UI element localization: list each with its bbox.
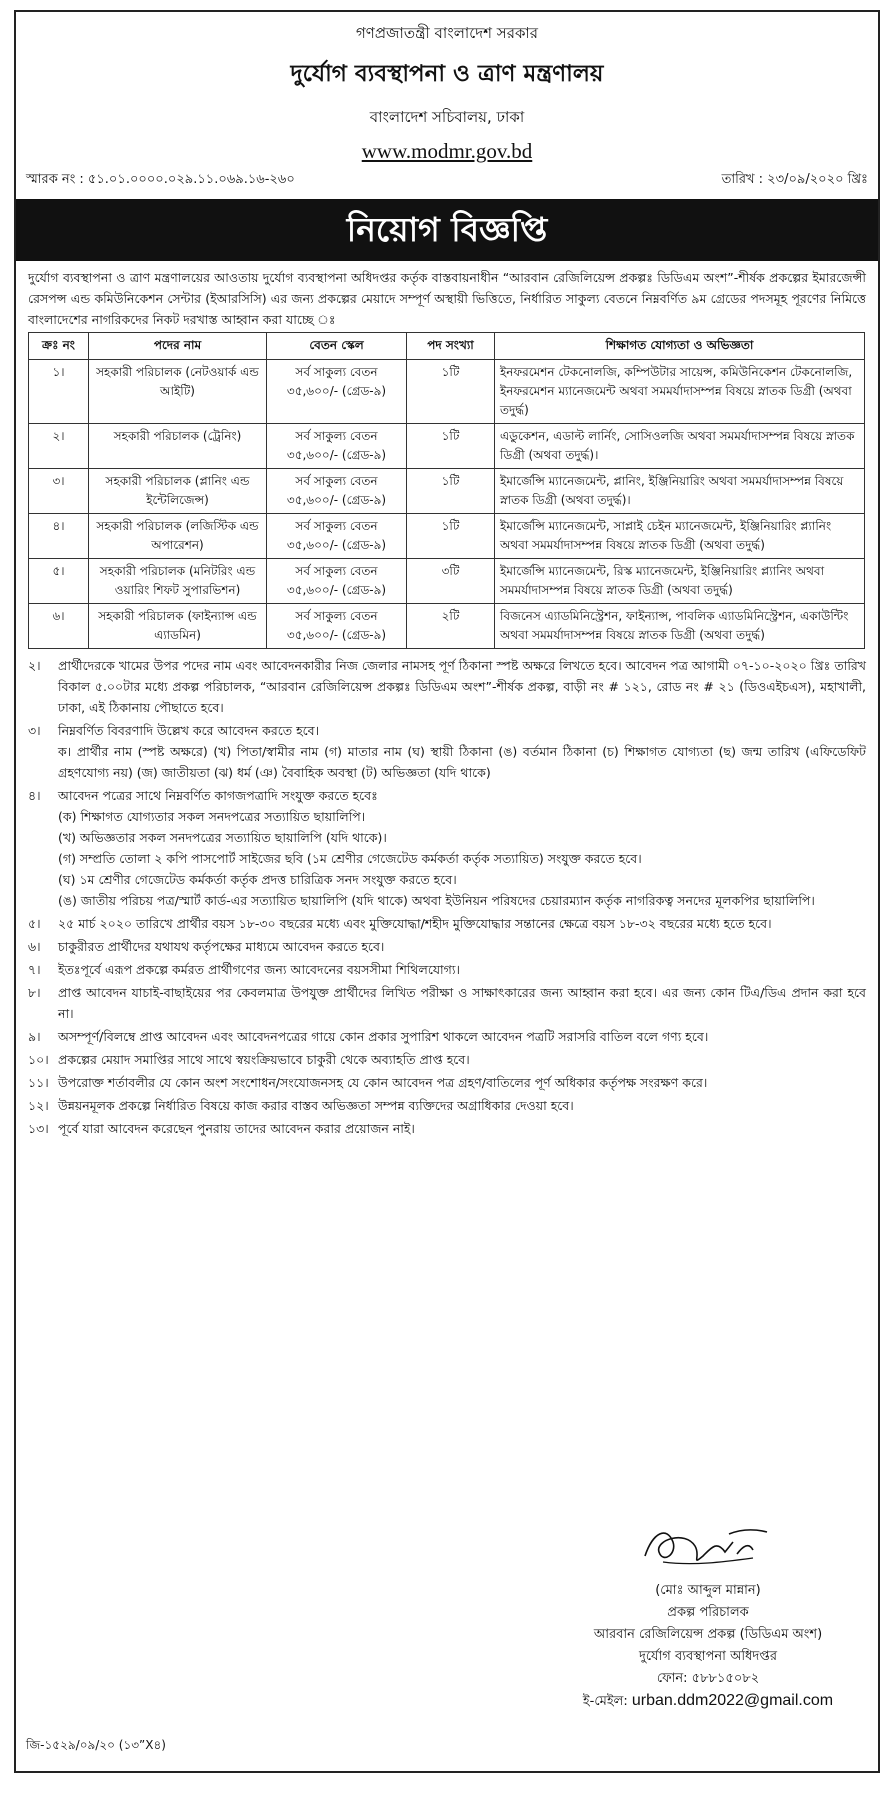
item-number: ১২। xyxy=(28,1098,49,1113)
item-text-block xyxy=(58,1049,866,1070)
item-text: নিম্নবর্ণিত বিবরণাদি উল্লেখ করে আবেদন করতে হবে। xyxy=(58,723,320,738)
cell-pay: সর্ব সাকুল্য বেতন ৩৫,৬০০/- (গ্রেড-৯) xyxy=(267,424,407,469)
item-text-block xyxy=(58,1072,866,1093)
cell-pay: সর্ব সাকুল্য বেতন ৩৫,৬০০/- (গ্রেড-৯) xyxy=(267,559,407,604)
list-item xyxy=(28,1049,866,1070)
col-header-pay: বেতন স্কেল xyxy=(267,333,407,360)
item-text-block xyxy=(58,913,866,934)
conditions-list xyxy=(16,649,878,1139)
col-header-serial: ক্রঃ নং xyxy=(29,333,89,360)
item-text: প্রকল্পের মেয়াদ সমাপ্তির সাথে সাথে স্বয়ংক্রিয়ভাবে চাকুরী থেকে অব্যাহতি প্রাপ্ত হবে। xyxy=(58,1052,470,1067)
cell-qualification: ইনফরমেশন টেকনোলজি, কম্পিউটার সায়েন্স, কমিউনিকেশন টেকনোলজি, ইনফরমেশন ম্যানেজমেন্ট অথবা সমমর্যাদাসম্পন্ন বিষয়ে স্নাতক ডিগ্রী (অথবা তদুর্দ্ধ) xyxy=(495,360,865,424)
cell-count: ১টি xyxy=(407,424,495,469)
item-text: ২৫ মার্চ ২০২০ তারিখে প্রার্থীর বয়স ১৮-৩০ বছরের মধ্যে এবং মুক্তিযোদ্ধা/শহীদ মুক্তিযোদ্ধার সন্তানের ক্ষেত্রে বয়স ১৮-৩২ বছরের মধ্যে হতে হবে। xyxy=(58,916,772,931)
cell-count: ৩টি xyxy=(407,559,495,604)
cell-serial: ৫। xyxy=(29,559,89,604)
table-row xyxy=(29,424,865,469)
cell-count: ১টি xyxy=(407,469,495,514)
cell-post: সহকারী পরিচালক (নেটওয়ার্ক এন্ড আইটি) xyxy=(89,360,267,424)
cell-post: সহকারী পরিচালক (ট্রেনিং) xyxy=(89,424,267,469)
cell-count: ১টি xyxy=(407,514,495,559)
cell-qualification: বিজনেস এ্যাডমিনিস্ট্রেশন, ফাইন্যান্স, পাবলিক এ্যাডমিনিস্ট্রেশন, একাউন্টিং অথবা সমমর্যাদাসম্পন্ন বিষয়ে স্নাতক ডিগ্রী (অথবা তদুর্দ্ধ) xyxy=(495,604,865,649)
item-number: ৪। xyxy=(28,788,41,803)
table-row xyxy=(29,604,865,649)
cell-post: সহকারী পরিচালক (লজিস্টিক এন্ড অপারেশন) xyxy=(89,514,267,559)
signatory-office: দুর্যোগ ব্যবস্থাপনা অধিদপ্তর xyxy=(639,1649,777,1664)
item-text-block xyxy=(58,655,866,718)
item-text: অসম্পূর্ণ/বিলম্বে প্রাপ্ত আবেদন এবং আবেদনপত্রের গায়ে কোন প্রকার সুপারিশ থাকলে আবেদন পত্রটি সরাসরি বাতিল বলে গণ্য হবে। xyxy=(58,1029,709,1044)
reference-row xyxy=(16,170,878,191)
sub-item: (গ) সম্প্রতি তোলা ২ কপি পাসপোর্ট সাইজের ছবি (১ম শ্রেণীর গেজেটেড কর্মকর্তা কর্তৃক সত্যায়িত) সংযুক্ত করতে হবে। xyxy=(58,851,642,866)
notice-page xyxy=(14,10,880,1773)
notice-date: তারিখ : ২৩/০৯/২০২০ খ্রিঃ xyxy=(721,172,868,187)
cell-pay: সর্ব সাকুল্য বেতন ৩৫,৬০০/- (গ্রেড-৯) xyxy=(267,469,407,514)
list-item xyxy=(28,982,866,1024)
item-text: প্রাপ্ত আবেদন যাচাই-বাছাইয়ের পর কেবলমাত্র উপযুক্ত প্রার্থীদের লিখিত পরীক্ষা ও সাক্ষাৎকারের জন্য আহ্বান করা হবে। এর জন্য কোন টিএ/ডিএ প্রদান করা হবে না। xyxy=(58,985,866,1021)
item-number: ১০। xyxy=(28,1052,49,1067)
signatory-name: (মোঃ আব্দুল মান্নান) xyxy=(655,1583,761,1598)
intro-paragraph: দুর্যোগ ব্যবস্থাপনা ও ত্রাণ মন্ত্রণালয়ের আওতায় দুর্যোগ ব্যবস্থাপনা অধিদপ্তর কর্তৃক বাস্তবায়নাধীন “আরবান রেজিলিয়েন্স প্রকল্পঃ ডিডিএম অংশ”-শীর্ষক প্রকল্পের ইমারজেন্সী রেসপন্স এন্ড কমিউনিকেশন সেন্টার (ইআরসিসি) এর জন্য প্রকল্পের মেয়াদে সম্পূর্ণ অস্থায়ী ভিত্তিতে, নির্ধারিত সাকুল্য বেতনে নিম্নবর্ণিত ৯ম গ্রেডের পদসমূহ পূরণের নিমিত্তে বাংলাদেশের নাগরিকদের নিকট দরখাস্ত আহ্বান করা যাচ্ছে ঃ xyxy=(28,270,866,327)
item-number: ৮। xyxy=(28,985,41,1000)
item-text-block xyxy=(58,1118,866,1139)
cell-count: ২টি xyxy=(407,604,495,649)
item-text: আবেদন পত্রের সাথে নিম্নবর্ণিত কাগজপত্রাদি সংযুক্ত করতে হবেঃ xyxy=(58,788,378,803)
item-number: ১১। xyxy=(28,1075,49,1090)
cell-serial: ৬। xyxy=(29,604,89,649)
item-number: ৩। xyxy=(28,723,41,738)
item-number: ৭। xyxy=(28,962,41,977)
posts-table xyxy=(28,332,865,649)
col-header-qualification: শিক্ষাগত যোগ্যতা ও অভিজ্ঞতা xyxy=(495,333,865,360)
cell-serial: ১। xyxy=(29,360,89,424)
list-item xyxy=(28,959,866,980)
signature-block xyxy=(558,1512,858,1713)
cell-serial: ৩। xyxy=(29,469,89,514)
item-number: ৬। xyxy=(28,939,41,954)
col-header-post: পদের নাম xyxy=(89,333,267,360)
list-item xyxy=(28,720,866,783)
signatory-designation: প্রকল্প পরিচালক xyxy=(667,1605,749,1620)
list-item xyxy=(28,1072,866,1093)
list-item xyxy=(28,785,866,911)
print-code: জি-১৫২৯/০৯/২০ (১৩”X৪) xyxy=(26,1738,166,1752)
cell-serial: ২। xyxy=(29,424,89,469)
item-text-block xyxy=(58,1026,866,1047)
cell-pay: সর্ব সাকুল্য বেতন ৩৫,৬০০/- (গ্রেড-৯) xyxy=(267,514,407,559)
signature-image xyxy=(633,1512,783,1576)
government-name: গণপ্রজাতন্ত্রী বাংলাদেশ সরকার xyxy=(355,24,539,42)
item-text: উন্নয়নমূলক প্রকল্পে নির্ধারিত বিষয়ে কাজ করার বাস্তব অভিজ্ঞতা সম্পন্ন ব্যক্তিদের অগ্রাধিকার দেওয়া হবে। xyxy=(58,1098,574,1113)
list-item xyxy=(28,1118,866,1139)
letterhead xyxy=(16,22,878,164)
item-text-block xyxy=(58,936,866,957)
sub-item: ক। প্রার্থীর নাম (স্পষ্ট অক্ষরে) (খ) পিতা/স্বামীর নাম (গ) মাতার নাম (ঘ) স্থায়ী ঠিকানা (ঙ) বর্তমান ঠিকানা (চ) শিক্ষাগত যোগ্যতা (ছ) জন্ম তারিখ (এফিডেফিট গ্রহণযোগ্য নয়) (জ) জাতীয়তা (ঝ) ধর্ম (ঞ) বৈবাহিক অবস্থা (ট) অভিজ্ঞতা (যদি থাকে) xyxy=(58,744,866,780)
memo-number: স্মারক নং : ৫১.০১.০০০০.০২৯.১১.০৬৯.১৬-২৬০ xyxy=(26,172,295,187)
item-number: ১৩। xyxy=(28,1121,49,1136)
item-number: ৯। xyxy=(28,1029,41,1044)
item-text: পূর্বে যারা আবেদন করেছেন পুনরায় তাদের আবেদন করার প্রয়োজন নাই। xyxy=(58,1121,415,1136)
col-header-count: পদ সংখ্যা xyxy=(407,333,495,360)
cell-qualification: ইমার্জেন্সি ম্যানেজমেন্ট, প্লানিং, ইঞ্জিনিয়ারিং অথবা সমমর্যাদাসম্পন্ন বিষয়ে স্নাতক ডিগ্রী (অথবা তদুর্দ্ধ)। xyxy=(495,469,865,514)
table-row xyxy=(29,469,865,514)
cell-qualification: ইমার্জেন্সি ম্যানেজমেন্ট, রিস্ক ম্যানেজমেন্ট, ইঞ্জিনিয়ারিং প্ল্যানিং অথবা সমমর্যাদাসম্পন্ন বিষয়ে স্নাতক ডিগ্রী (অথবা তদুর্দ্ধ) xyxy=(495,559,865,604)
item-text-block xyxy=(58,959,866,980)
cell-pay: সর্ব সাকুল্য বেতন ৩৫,৬০০/- (গ্রেড-৯) xyxy=(267,604,407,649)
list-item xyxy=(28,1026,866,1047)
list-item xyxy=(28,655,866,718)
secretariat-address: বাংলাদেশ সচিবালয়, ঢাকা xyxy=(369,108,525,126)
ministry-name: দুর্যোগ ব্যবস্থাপনা ও ত্রাণ মন্ত্রণালয় xyxy=(290,61,604,87)
signatory-phone: ফোন: ৫৮৮১৫০৮২ xyxy=(656,1671,760,1686)
item-text: চাকুরীরত প্রার্থীদের যথাযথ কর্তৃপক্ষের মাধ্যমে আবেদন করতে হবে। xyxy=(58,939,385,954)
sub-item: (ক) শিক্ষাগত যোগ্যতার সকল সনদপত্রের সত্যায়িত ছায়ালিপি। xyxy=(58,809,366,824)
item-text-block xyxy=(58,785,866,911)
item-text: ইতঃপূর্বে এরূপ প্রকল্পে কর্মরত প্রার্থীগণের জন্য আবেদনের বয়সসীমা শিথিলযোগ্য। xyxy=(58,962,460,977)
item-text-block xyxy=(58,1095,866,1116)
signatory-email-row xyxy=(558,1690,858,1713)
item-text: উপরোক্ত শর্তাবলীর যে কোন অংশ সংশোধন/সংযোজনসহ যে কোন আবেদন পত্র গ্রহণ/বাতিলের পূর্ণ অধিকার কর্তৃপক্ষ সংরক্ষণ করে। xyxy=(58,1075,708,1090)
list-item xyxy=(28,936,866,957)
table-header-row xyxy=(29,333,865,360)
list-item xyxy=(28,913,866,934)
cell-qualification: এডুকেশন, এডাল্ট লার্নিং, সোসিওলজি অথবা সমমর্যাদাসম্পন্ন বিষয়ে স্নাতক ডিগ্রী (অথবা তদুর্দ্ধ)। xyxy=(495,424,865,469)
table-row xyxy=(29,360,865,424)
table-row xyxy=(29,514,865,559)
item-text-block xyxy=(58,982,866,1024)
email-label: ই-মেইল: xyxy=(582,1694,628,1709)
item-text: প্রার্থীদেরকে খামের উপর পদের নাম এবং আবেদনকারীর নিজ জেলার নামসহ পূর্ণ ঠিকানা স্পষ্ট অক্ষরে লিখতে হবে। আবেদন পত্র আগামী ০৭-১০-২০২০ খ্রিঃ তারিখ বিকাল ৫.০০টার মধ্যে প্রকল্প পরিচালক, “আরবান রেজিলিয়েন্স প্রকল্পঃ ডিডিএম অংশ”-শীর্ষক প্রকল্প, বাড়ী নং # ১২১, রোড নং # ২১ (ডিওএইচএস), মহাখালী, ঢাকা, এই ঠিকানায় পৌছাতে হবে। xyxy=(58,658,866,715)
cell-post: সহকারী পরিচালক (ফাইন্যান্স এন্ড এ্যাডমিন) xyxy=(89,604,267,649)
item-number: ৫। xyxy=(28,916,41,931)
cell-post: সহকারী পরিচালক (মনিটরিং এন্ড ওয়ারিং শিফট সুপারভিশন) xyxy=(89,559,267,604)
cell-qualification: ইমার্জেন্সি ম্যানেজমেন্ট, সাপ্লাই চেইন ম্যানেজমেন্ট, ইঞ্জিনিয়ারিং প্ল্যানিং অথবা সমমর্যাদাসম্পন্ন বিষয়ে স্নাতক ডিগ্রী (অথবা তদুর্দ্ধ) xyxy=(495,514,865,559)
item-text-block xyxy=(58,720,866,783)
cell-count: ১টি xyxy=(407,360,495,424)
table-row xyxy=(29,559,865,604)
sub-item: (ঙ) জাতীয় পরিচয় পত্র/স্মার্ট কার্ড-এর সত্যায়িত ছায়ালিপি (যদি থাকে) অথবা ইউনিয়ন পরিষদের চেয়ারম্যান কর্তৃক নাগরিকত্ব সনদের মূলকপির ছায়ালিপি। xyxy=(58,893,815,908)
item-number: ২। xyxy=(28,658,41,673)
website-link[interactable]: www.modmr.gov.bd xyxy=(361,139,533,163)
notice-title: নিয়োগ বিজ্ঞপ্তি xyxy=(16,199,878,261)
list-item xyxy=(28,1095,866,1116)
signatory-project: আরবান রেজিলিয়েন্স প্রকল্প (ডিডিএম অংশ) xyxy=(593,1627,823,1642)
sub-item: (ঘ) ১ম শ্রেণীর গেজেটেড কর্মকর্তা কর্তৃক প্রদত্ত চারিত্রিক সনদ সংযুক্ত করতে হবে। xyxy=(58,872,457,887)
email-address[interactable]: urban.ddm2022@gmail.com xyxy=(631,1692,834,1709)
cell-pay: সর্ব সাকুল্য বেতন ৩৫,৬০০/- (গ্রেড-৯) xyxy=(267,360,407,424)
sub-item: (খ) অভিজ্ঞতার সকল সনদপত্রের সত্যায়িত ছায়ালিপি (যদি থাকে)। xyxy=(58,830,387,845)
cell-serial: ৪। xyxy=(29,514,89,559)
cell-post: সহকারী পরিচালক (প্লানিং এন্ড ইন্টেলিজেন্স) xyxy=(89,469,267,514)
